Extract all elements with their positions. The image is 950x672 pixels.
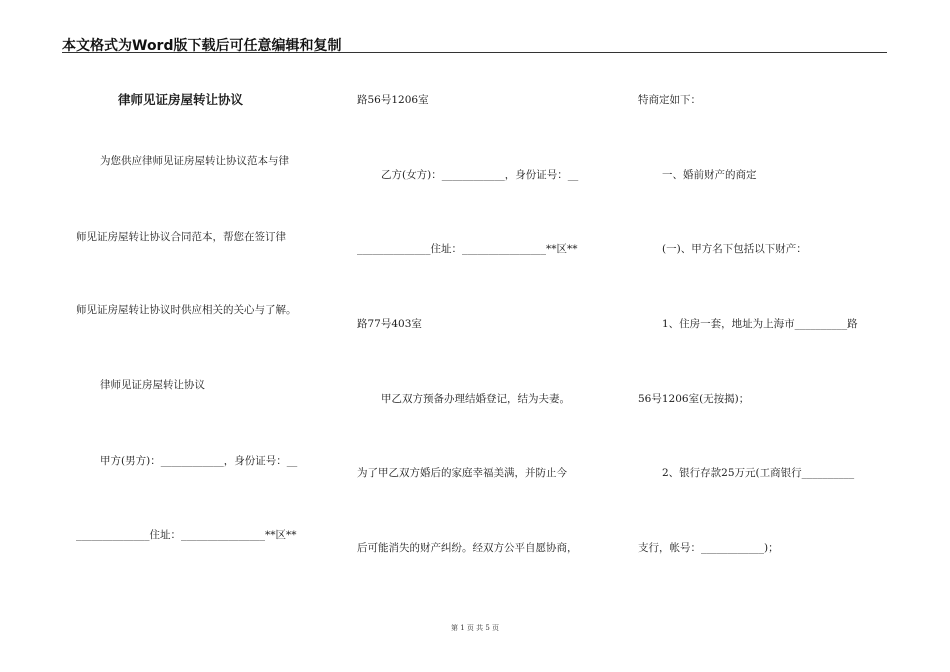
paragraph-line: 师见证房屋转让协议合同范本，帮您在签订律	[76, 231, 286, 243]
paragraph-line: 为了甲乙双方婚后的家庭幸福美满，并防止今	[357, 467, 567, 479]
paragraph-line: 特商定如下：	[638, 94, 701, 106]
section-heading: 一、婚前财产的商定	[662, 169, 757, 181]
banner-divider	[62, 52, 887, 53]
document-title: 律师见证房屋转让协议	[118, 92, 244, 107]
list-item-continuation: 56号1206室(无按揭)；	[638, 393, 750, 405]
list-item: 2、银行存款25万元(工商银行__________	[662, 467, 855, 479]
paragraph-line: 师见证房屋转让协议时供应相关的关心与了解。	[76, 304, 297, 316]
section-heading: 律师见证房屋转让协议	[100, 379, 205, 391]
party-b-line: 乙方(女方)：____________，身份证号：__	[381, 169, 579, 181]
list-item: 1、住房一套，地址为上海市__________路	[662, 318, 858, 330]
party-a-address-line: ______________住址：________________**区**	[76, 529, 297, 541]
paragraph-line: 后可能消失的财产纠纷。经双方公平自愿协商，	[357, 542, 578, 554]
page-number: 第 1 页 共 5 页	[450, 624, 500, 632]
list-item-continuation: 支行，帐号：____________)；	[638, 542, 779, 554]
address-continuation: 路56号1206室	[357, 94, 429, 106]
paragraph-line: 甲乙双方预备办理结婚登记，结为夫妻。	[381, 393, 570, 405]
document-banner: 本文格式为Word版下载后可任意编辑和复制	[62, 38, 342, 54]
subsection-heading: (一)、甲方名下包括以下财产：	[662, 243, 807, 255]
paragraph-line: 为您供应律师见证房屋转让协议范本与律	[100, 155, 289, 167]
party-a-line: 甲方(男方)：____________，身份证号：__	[100, 455, 298, 467]
party-b-address-line: ______________住址：________________**区**	[357, 243, 578, 255]
address-continuation: 路77号403室	[357, 318, 422, 330]
